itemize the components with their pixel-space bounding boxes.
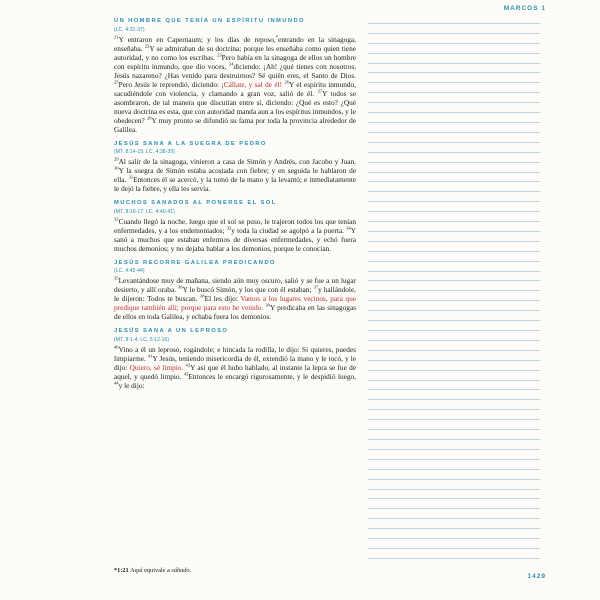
verse-text: Entonces él se acercó, y la tomó de la mano y la levantó; e inmediatamente le dejó la fiebre, y ella les servía. bbox=[114, 175, 356, 193]
verse-text: Y el espíritu inmundo, sacudiéndole con violencia, y clamando a gran voz, salió de él. bbox=[114, 79, 356, 98]
note-line bbox=[368, 163, 540, 173]
note-line bbox=[368, 252, 540, 262]
note-line bbox=[368, 192, 540, 202]
verse-number: 23 bbox=[217, 52, 222, 58]
note-line bbox=[368, 242, 540, 252]
verse-text: El les dijo: bbox=[204, 294, 241, 303]
verse-text: Y así que él hubo hablado, al instante la lepra se fue de aquel, y quedó limpio. bbox=[114, 362, 356, 381]
note-line bbox=[368, 490, 540, 500]
section-heading: JESÚS SANA A LA SUEGRA DE PEDRO bbox=[114, 140, 267, 147]
section-text bbox=[114, 276, 356, 321]
note-line bbox=[368, 301, 540, 311]
verse-text: Y Jesús, teniendo misericordia de él, extendió la mano y le tocó, y le dijo: bbox=[114, 353, 356, 372]
verse-number: 41 bbox=[147, 353, 153, 359]
footnote-text: Aquí equivale a bbox=[129, 567, 170, 574]
section-2 bbox=[114, 141, 356, 194]
note-line bbox=[368, 44, 540, 54]
section-heading: MUCHOS SANADOS AL PONERSE EL SOL bbox=[114, 200, 277, 206]
note-line bbox=[368, 460, 540, 470]
note-line bbox=[368, 73, 540, 83]
note-line bbox=[368, 173, 540, 183]
note-line bbox=[368, 113, 540, 123]
note-line bbox=[368, 14, 540, 24]
note-line bbox=[368, 381, 540, 391]
cross-references: (LC. 4:31-37) bbox=[114, 26, 145, 33]
note-line bbox=[368, 262, 540, 272]
note-line bbox=[368, 440, 540, 450]
note-line bbox=[368, 480, 540, 490]
note-line bbox=[368, 519, 540, 529]
verse-number: * bbox=[275, 34, 279, 40]
verse-text: Y entraron en Capernaum; y los días de reposo, bbox=[118, 34, 276, 44]
section-text bbox=[114, 345, 356, 390]
section-5 bbox=[114, 328, 356, 390]
note-line bbox=[368, 390, 540, 400]
words-of-jesus: Vamos a los lugares vecinos, para que predique también allí; porque para esto he venido. bbox=[114, 294, 356, 312]
verse-text: Y la suegra de Simón estaba acostada con fiebre; y en seguida le hablaron de ella. bbox=[114, 166, 356, 184]
verse-number: 43 bbox=[183, 371, 189, 377]
section-text bbox=[114, 157, 356, 193]
running-head: MARCOS 1 bbox=[503, 5, 546, 12]
note-line bbox=[368, 371, 540, 381]
cross-references: (MT. 8:16-17; LC. 4:40-41) bbox=[114, 208, 175, 215]
note-line bbox=[368, 311, 540, 321]
verse-text: Pero Jesús le reprendió, diciendo: bbox=[118, 79, 222, 89]
note-line bbox=[368, 232, 540, 242]
verse-text: Y predicaba en las sinagogas de ellos en toda Galilea, y echaba fuera los demonios. bbox=[114, 303, 356, 321]
section-3 bbox=[114, 200, 356, 253]
verse-number: 44 bbox=[114, 380, 119, 386]
note-line bbox=[368, 143, 540, 153]
note-line bbox=[368, 281, 540, 291]
verse-number: 42 bbox=[185, 362, 191, 368]
verse-number: 28 bbox=[146, 115, 152, 121]
verse-number: 30 bbox=[114, 165, 119, 171]
section-heading: JESÚS RECORRE GALILEA PREDICANDO bbox=[114, 259, 276, 266]
verse-text: Y se admiraban de su doctrina; porque les enseñaba como quien tiene autoridad, y no como los escribas. bbox=[114, 43, 356, 62]
verse-text: Pero había en la sinagoga de ellos un hombre con espíritu inmundo, que dio voces, bbox=[114, 52, 357, 71]
note-line bbox=[368, 351, 540, 361]
note-line bbox=[368, 222, 540, 232]
section-heading: UN HOMBRE QUE TENÍA UN ESPÍRITU INMUNDO bbox=[114, 18, 305, 24]
verse-text: y le dijo: bbox=[118, 380, 145, 390]
notes-ruled-column bbox=[368, 14, 540, 558]
verse-text: Cuando llegó la noche, luego que el sol se puso, le trajeron todos los que tenían enfermedades, y a los endemoniados; bbox=[114, 216, 356, 235]
note-line bbox=[368, 321, 540, 331]
verse-number: 25 bbox=[114, 79, 119, 85]
section-text bbox=[114, 35, 356, 134]
verse-number: 27 bbox=[317, 88, 323, 94]
verse-text: Entonces le encargó rigurosamente, y le despidió luego, bbox=[188, 371, 356, 381]
note-line bbox=[368, 182, 540, 192]
verse-number: 24 bbox=[228, 61, 234, 67]
verse-text: y toda la ciudad se agolpó a la puerta. bbox=[231, 225, 347, 235]
verse-number: 21 bbox=[114, 34, 119, 40]
footnote bbox=[114, 567, 191, 574]
note-line bbox=[368, 341, 540, 351]
footnote-ref: *1:21 bbox=[114, 567, 129, 574]
note-line bbox=[368, 539, 540, 549]
verse-text: diciendo: ¡Ah! ¿qué tienes con nosotros, Jesús nazareno? ¿Has venido para destruirnos? Sé quién eres, el Santo de Dios. bbox=[114, 61, 357, 80]
note-line bbox=[368, 24, 540, 34]
cross-references: (LC. 4:42-44) bbox=[114, 268, 145, 274]
note-line bbox=[368, 54, 540, 64]
note-line bbox=[368, 529, 540, 539]
note-line bbox=[368, 202, 540, 212]
verse-text: entrando en la sinagoga, enseñaba. bbox=[114, 34, 356, 53]
note-line bbox=[368, 430, 540, 440]
note-line bbox=[368, 361, 540, 371]
verse-text: y hallándole, le dijeron: Todos te buscan. bbox=[114, 285, 357, 303]
verse-number: 31 bbox=[128, 174, 134, 180]
scripture-column bbox=[114, 18, 356, 397]
note-line bbox=[368, 509, 540, 519]
words-of-jesus: ¡Cállate, y sal de él! bbox=[221, 79, 283, 89]
note-line bbox=[368, 153, 540, 163]
verse-text: Al salir de la sinagoga, vinieron a casa de Simón y Andrés, con Jacobo y Juan. bbox=[118, 157, 356, 166]
note-line bbox=[368, 450, 540, 460]
note-line bbox=[368, 123, 540, 133]
page-number: 1429 bbox=[527, 573, 546, 580]
verse-number: 33 bbox=[226, 225, 232, 231]
note-line bbox=[368, 93, 540, 103]
verse-number: 34 bbox=[346, 225, 351, 231]
note-line bbox=[368, 410, 540, 420]
verse-number: 29 bbox=[114, 156, 119, 162]
verse-number: 26 bbox=[284, 79, 289, 85]
note-line bbox=[368, 212, 540, 222]
verse-number: 35 bbox=[114, 275, 119, 281]
verse-number: 38 bbox=[200, 293, 205, 299]
section-4 bbox=[114, 260, 356, 322]
verse-number: 36 bbox=[178, 284, 183, 290]
cross-references: (MT. 8:14-15; LC. 4:38-39) bbox=[114, 149, 175, 155]
verse-text: Y sanó a muchos que estaban enfermos de diversas enfermedades, y echó fuera muchos demonios; y no dejaba hablar a los demonios, porque le conocían. bbox=[114, 225, 356, 253]
note-line bbox=[368, 331, 540, 341]
note-line bbox=[368, 34, 540, 44]
verse-number: 22 bbox=[144, 43, 150, 49]
section-1 bbox=[114, 18, 356, 134]
note-line bbox=[368, 83, 540, 93]
footnote-end: . bbox=[189, 567, 192, 574]
note-line bbox=[368, 291, 540, 301]
verse-text: Vino a él un leproso, rogándole; e hincada la rodilla, le dijo: Si quieres, puedes limpiarme. bbox=[114, 344, 356, 363]
section-heading: JESÚS SANA A UN LEPROSO bbox=[114, 328, 229, 334]
note-line bbox=[368, 549, 540, 559]
verse-number: 39 bbox=[265, 302, 270, 308]
note-line bbox=[368, 133, 540, 143]
note-line bbox=[368, 400, 540, 410]
verse-text: Y le buscó Simón, y los que con él estaban; bbox=[182, 285, 314, 294]
verse-text: Y muy pronto se difundió su fama por toda la provincia alrededor de Galilea. bbox=[114, 115, 356, 134]
footnote-term: sábado bbox=[171, 567, 190, 574]
section-text bbox=[114, 217, 356, 253]
verse-number: 37 bbox=[313, 284, 319, 290]
note-line bbox=[368, 272, 540, 282]
words-of-jesus: Quiero, sé limpio. bbox=[129, 362, 184, 372]
note-line bbox=[368, 420, 540, 430]
verse-number: 40 bbox=[114, 344, 119, 350]
note-line bbox=[368, 103, 540, 113]
note-line bbox=[368, 64, 540, 74]
verse-text: Levantándose muy de mañana, siendo aún muy oscuro, salió y se fue a un lugar desierto, y allí oraba. bbox=[114, 276, 356, 294]
verse-number: 32 bbox=[114, 216, 119, 222]
cross-references: (MT. 8:1-4; LC. 5:12-16) bbox=[114, 336, 170, 343]
verse-text: Y todos se asombraron, de tal manera que discutían entre sí, diciendo: ¿Qué es esto? ¿Qué nueva doctrina es esta, que con autoridad manda aun a los espíritus inmundos, y le obedecen? bbox=[114, 88, 356, 125]
note-line bbox=[368, 499, 540, 509]
note-line bbox=[368, 470, 540, 480]
